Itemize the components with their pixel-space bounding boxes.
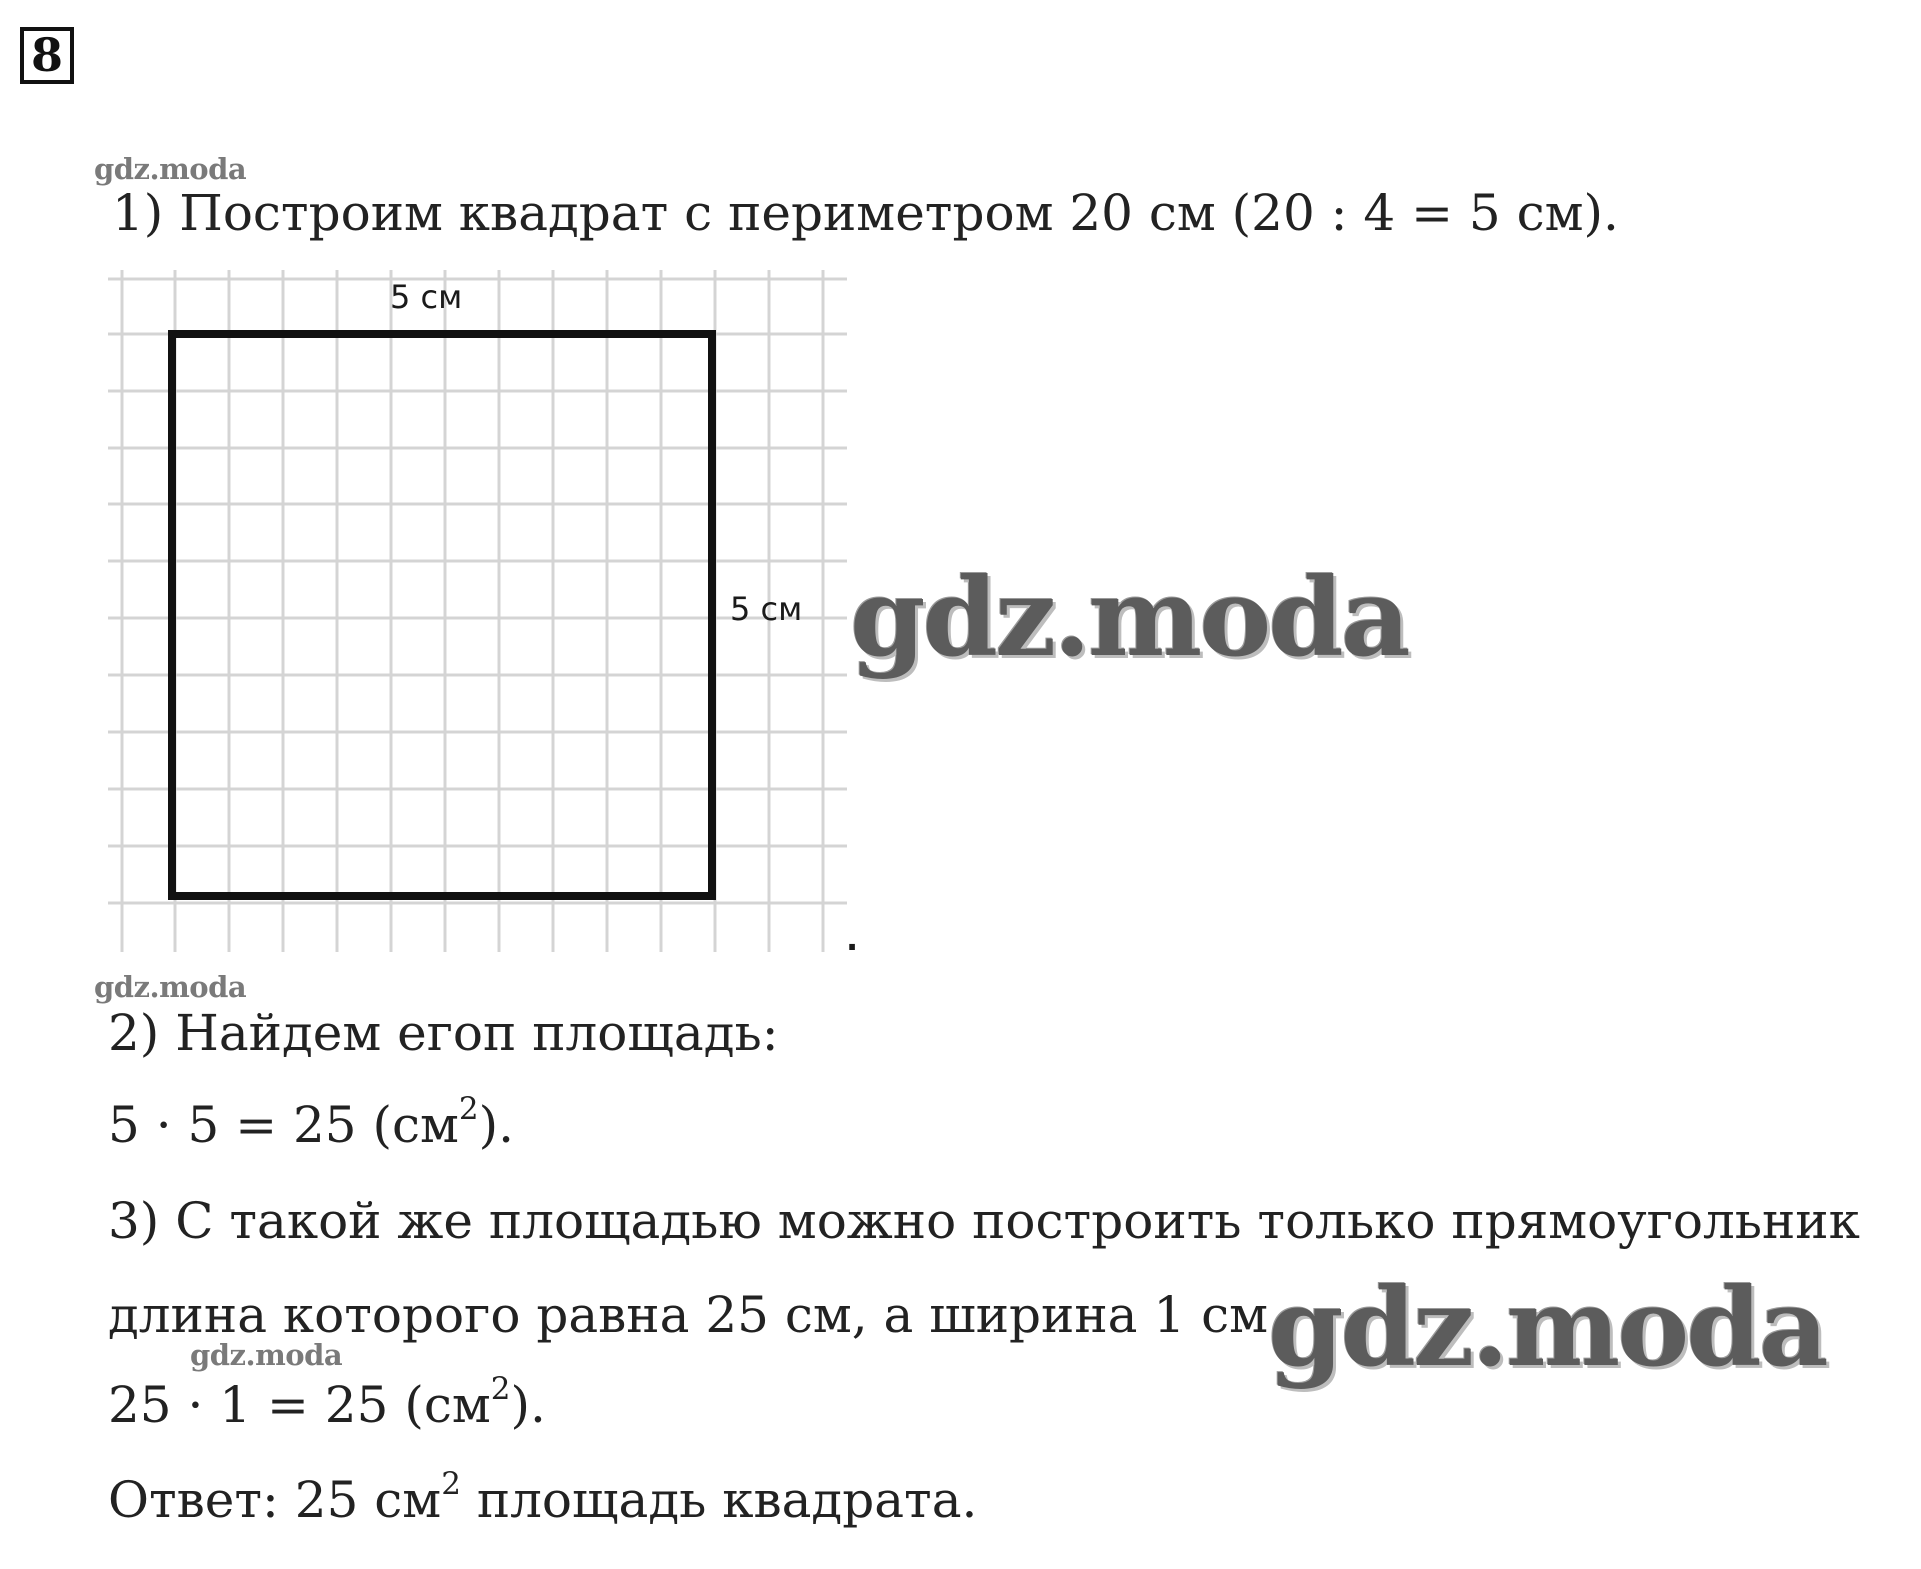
watermark-small: gdz.moda	[94, 970, 247, 1004]
calc-2-text: 25 · 1 = 25 $(см^2)$.	[108, 1370, 546, 1434]
figure-trailing-dot: .	[846, 920, 859, 958]
step-2-text: 2) Найдем егоп площадь:	[108, 1004, 779, 1062]
watermark-small: gdz.moda	[190, 1338, 343, 1372]
step-1-text: 1) Построим квадрат с периметром 20 см (20 : 4 = 5 см).	[112, 184, 1619, 242]
step-3-line-2: длина которого равна 25 см, а ширина 1 см.	[108, 1286, 1284, 1344]
task-number-box: 8	[20, 27, 74, 84]
watermark-large: gdz.moda	[1268, 1265, 1826, 1391]
step-3-line-1: 3) С такой же площадью можно построить только прямоугольник	[108, 1192, 1860, 1250]
watermark-small: gdz.moda	[94, 152, 247, 186]
watermark-large: gdz.moda	[850, 555, 1408, 681]
square-side-label: 5 см	[730, 590, 803, 628]
square-shape	[172, 334, 712, 896]
calc-1-text: 5 · 5 = 25 $(см^2)$.	[108, 1090, 515, 1154]
answer-text: Ответ: 25 $см^2$ площадь квадрата.	[108, 1465, 978, 1529]
square-top-label: 5 см	[390, 278, 463, 316]
